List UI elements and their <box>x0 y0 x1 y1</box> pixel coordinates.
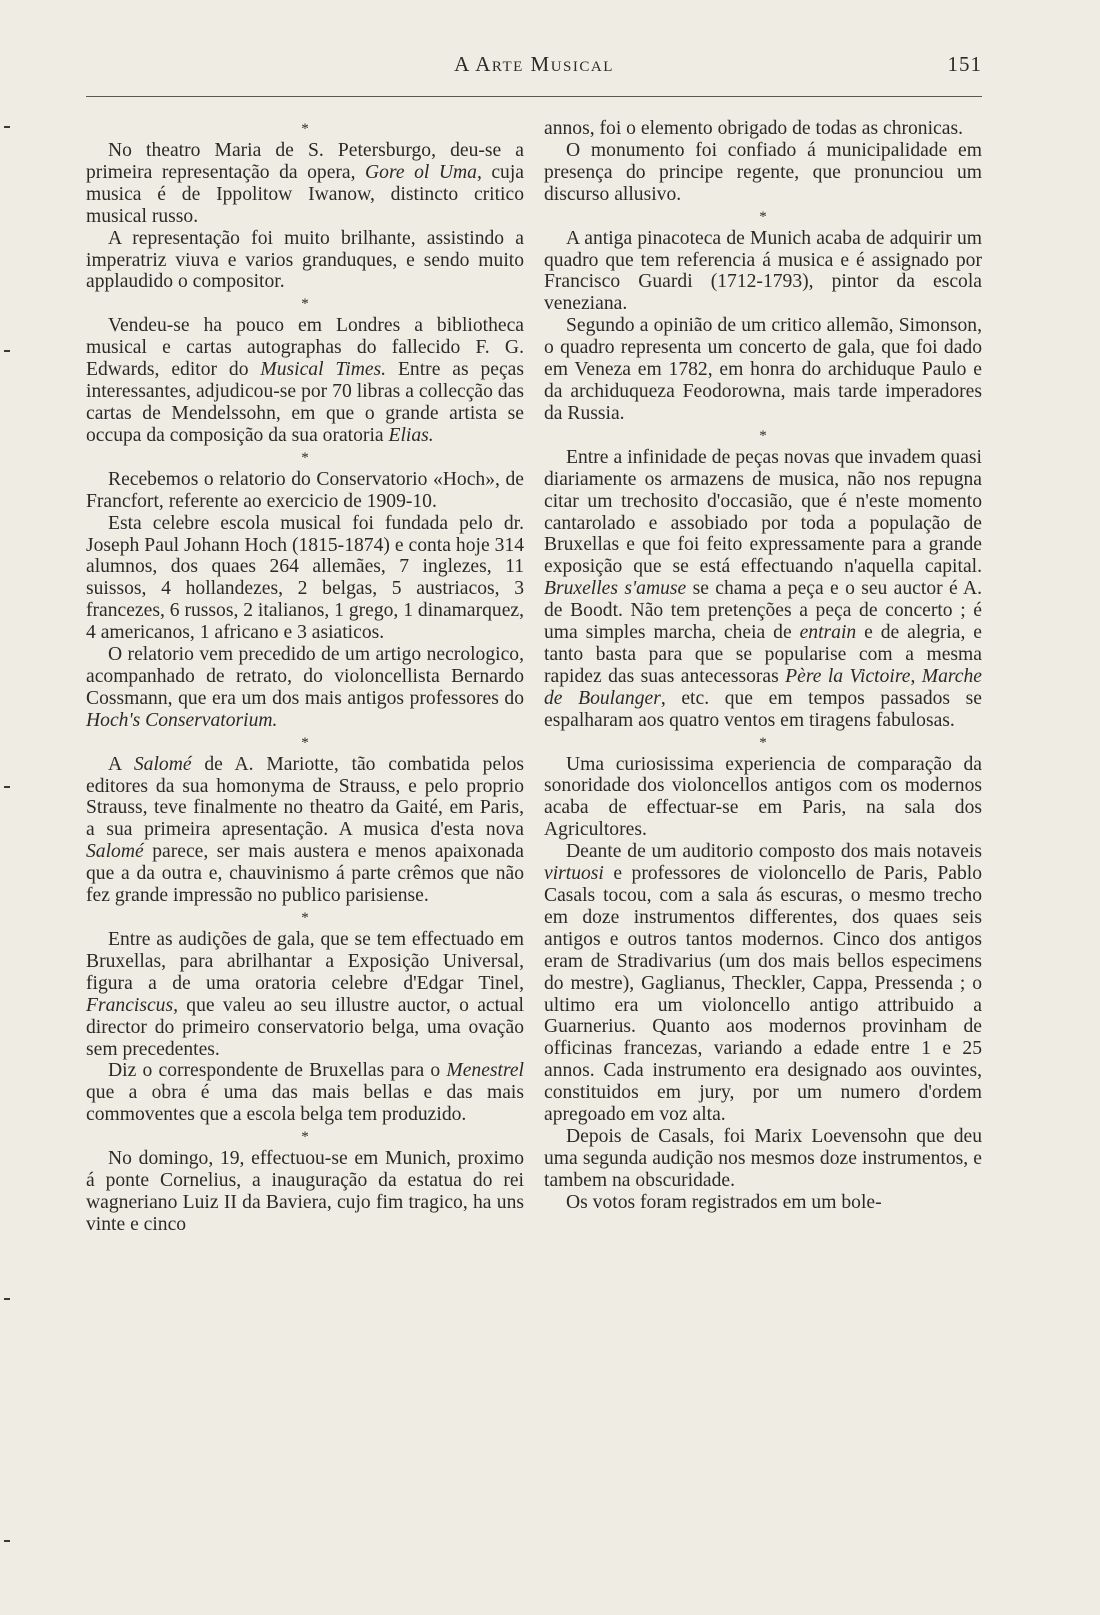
periodical-title: Menestrel <box>446 1060 524 1082</box>
left-column <box>86 118 524 1236</box>
text-run: , <box>910 665 922 687</box>
page-header <box>86 52 982 82</box>
margin-mark <box>4 126 10 128</box>
margin-mark <box>4 350 10 352</box>
right-column <box>544 118 982 1214</box>
text-run: se chama a peça e o seu auctor é A. de Boodt. Não tem pretenções a peça de concerto ; é uma simples marcha, cheia de <box>544 578 982 644</box>
paragraph: Esta celebre escola musical foi fundada pelo dr. Joseph Paul Johann Hoch (1815-1874) e conta hoje 314 alumnos, dos quaes 264 allemães, 7 inglezes, 11 suissos, 4 hollandezes, 2 belgas, 5 austriacos, 3 francezes, 6 russos, 2 italianos, 1 grego, 1 dinamarquez, 4 americanos, 1 africano e 3 asiaticos. <box>86 512 524 644</box>
opera-title: Gore ol Uma, <box>365 161 482 183</box>
section-separator: * <box>759 427 767 444</box>
text-run: de A. Mariotte, tão combatida pelos editores da sua homonyma de Strauss, e pelo proprio Strauss, teve finalmente no theatro da Gaité, em Paris, a sua primeira apresentação. A musica d'esta nova <box>86 753 525 841</box>
paragraph <box>86 644 524 732</box>
text-run: parece, ser mais austera e menos apaixonada que a da outra e, chauvinismo á parte crêmos que não fez grande impressão no publico parisiense. <box>86 841 524 907</box>
text-run: Vendeu-se ha pouco em Londres a bibliotheca musical e cartas autographas do fallecido F. G. Edwards, editor do <box>86 315 524 381</box>
section-separator: * <box>301 449 309 466</box>
section-separator: * <box>759 734 767 751</box>
news-item-bruxelles-samuse <box>544 447 982 732</box>
margin-mark <box>4 786 10 788</box>
paragraph <box>86 1060 524 1126</box>
foreign-word: virtuosi <box>544 863 604 885</box>
text-run: Entre as peças interessantes, adjudicou-se por 70 libras a collecção das cartas de Mendelssohn, em que o grande artista se occupa da composição da sua oratoria <box>86 359 525 446</box>
section-separator: * <box>301 910 309 926</box>
margin-mark <box>4 1298 10 1300</box>
page-number: 151 <box>947 52 982 76</box>
section-separator: * <box>301 1129 309 1146</box>
news-item-hoch: Recebemos o relatorio do Conservatorio «Hoch», de Francfort, referente ao exercicio de 1909-10. <box>86 468 524 512</box>
oratorio-title: Elias. <box>388 424 434 446</box>
piece-title: Bruxelles s'amuse <box>544 578 687 600</box>
section-separator: * <box>301 296 309 313</box>
paragraph-continued: annos, foi o elemento obrigado de todas as chronicas. <box>544 118 963 139</box>
news-item-violoncellos: Uma curiosissima experiencia de comparação da sonoridade dos violoncellos antigos com os modernos acaba de effectuar-se em Paris, na sala dos Agricultores. <box>544 753 982 841</box>
text-run: que a obra é uma das mais bellas e das mais commoventes que a escola belga tem produzido. <box>86 1082 524 1126</box>
section-separator: * <box>301 734 309 751</box>
news-item-london <box>86 315 524 446</box>
news-item-bruxellas <box>86 929 524 1060</box>
header-rule <box>86 96 982 97</box>
paragraph: O monumento foi confiado á municipalidade em presença do principe regente, que pronunciou um discurso allusivo. <box>544 139 982 205</box>
text-run: O relatorio vem precedido de um artigo necrologico, acompanhado de retrato, do violoncellista Bernardo Cossmann, que era um dos mais antigos professores do <box>86 644 524 709</box>
news-item-petersburg <box>86 140 524 228</box>
text-run: Entre as audições de gala, que se tem effectuado em Bruxellas, para abrilhantar a Exposição Universal, figura a de uma oratoria celebre d'Edgar Tinel, <box>86 929 524 994</box>
opera-title: Salomé <box>133 753 192 775</box>
news-item-munich: No domingo, 19, effectuou-se em Munich, proximo á ponte Cornelius, a inauguração da estatua do rei wagneriano Luiz II da Baviera, cujo fim tragico, ha uns vinte e cinco <box>86 1148 524 1235</box>
text-run: Deante de um auditorio composto dos mais notaveis <box>566 841 982 863</box>
piece-title: Père la Victoire <box>785 665 911 687</box>
opera-title: Salomé <box>86 841 144 863</box>
text-run: e professores de violoncello de Paris, Pablo Casals tocou, com a sala ás escuras, o mesmo trecho em doze instrumentos differentes, dos quaes seis antigos e outros tantos modernos. Cinco dos antigos eram de Stradivarius (um dos mais bellos especimens do mestre), Gaglianus, Theckler, Cappa, Pressenda ; o ultimo era um violoncello antigo attribuido a Guarnerius. Quanto aos modernos provinham de officinas francezas, variando a edade entre 1 e 25 annos. Cada instrumento era designado aos ouvintes, constituidos em jury, por um numero d'ordem apregoado em voz alta. <box>544 863 982 1126</box>
oratorio-title: Franciscus, <box>86 994 178 1016</box>
text-run: , etc. que em tempos passados se espalharam aos quatro ventos em tiragens fabulosas. <box>544 687 982 731</box>
foreign-word: entrain <box>799 622 857 644</box>
paragraph: Depois de Casals, foi Marix Loevensohn que deu uma segunda audição nos mesmos doze instrumentos, e tambem na obscuridade. <box>544 1125 982 1191</box>
section-separator: * <box>301 121 309 137</box>
news-item-pinacoteca: A antiga pinacoteca de Munich acaba de adquirir um quadro que tem referencia á musica e é assignado por Francisco Guardi (1712-1793), pintor da escola veneziana. <box>544 227 982 315</box>
piece-title: Marche de Boulanger <box>544 665 982 709</box>
paragraph: Os votos foram registrados em um bole- <box>566 1191 882 1213</box>
text-run: cuja musica é de Ippolitow Iwanow, distincto critico musical russo. <box>86 161 524 227</box>
text-run: que valeu ao seu illustre auctor, o actual director do primeiro conservatorio belga, uma ovação sem precedentes. <box>86 994 524 1060</box>
running-title: A Arte Musical <box>454 52 614 76</box>
paragraph <box>544 841 982 1126</box>
text-run: Diz o correspondente de Bruxellas para o <box>108 1060 447 1082</box>
text-run: Entre a infinidade de peças novas que invadem quasi diariamente os armazens de musica, não nos repugna citar um trechosito d'occasião, que é n'este momento cantarolado e assobiado por toda a população de Bruxellas e que foi feito expressamente para a grande exposição que se está effectuando n'aquella capital. <box>544 446 982 578</box>
text-run: No theatro Maria de S. Petersburgo, deu-se a primeira representação da opera, <box>86 140 524 183</box>
conservatorium-title: Hoch's Conservatorium. <box>86 709 278 731</box>
margin-mark <box>4 1540 10 1542</box>
news-item-salome <box>86 754 524 907</box>
paragraph: Segundo a opinião de um critico allemão, Simonson, o quadro representa um concerto de gala, que foi dado em Veneza em 1782, em honra do archiduque Paulo e da archiduqueza Feodorowna, mais tarde imperadores da Russia. <box>544 315 982 424</box>
section-separator: * <box>759 208 767 225</box>
text-run: e de alegria, e tanto basta para que se popularise com a mesma rapidez das suas antecessoras <box>544 622 982 687</box>
paragraph: A representação foi muito brilhante, assistindo a imperatriz viuva e varios granduques, e sendo muito applaudido o compositor. <box>86 227 524 293</box>
periodical-title: Musical Times. <box>260 359 387 381</box>
text-run: A <box>108 753 134 775</box>
